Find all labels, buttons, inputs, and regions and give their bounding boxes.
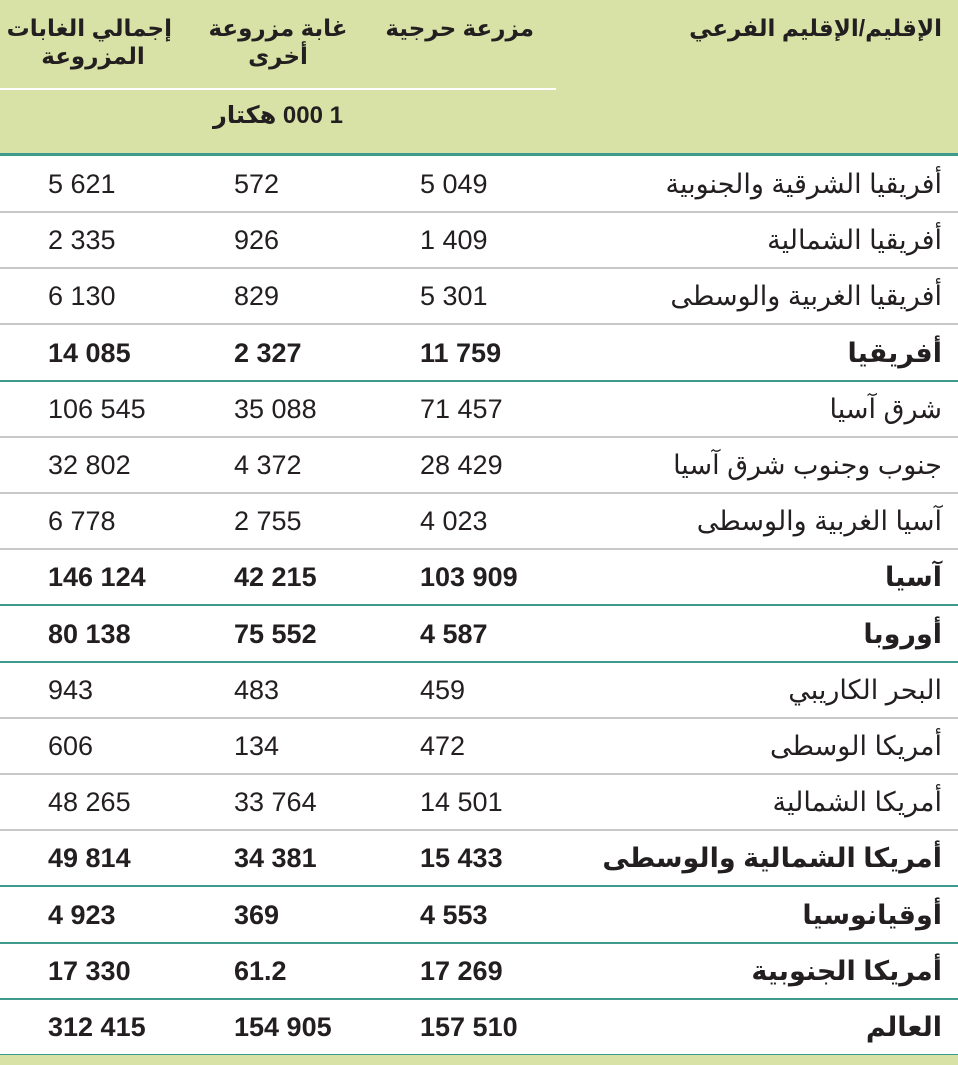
table-row xyxy=(0,325,958,381)
cell-plantation: 5 301 xyxy=(420,281,488,312)
cell-other-planted: 926 xyxy=(234,225,280,256)
table-row xyxy=(0,212,958,268)
table-row xyxy=(0,606,958,662)
cell-other-planted: 61.2 xyxy=(234,955,287,986)
table-footer-band xyxy=(0,1055,958,1065)
cell-other-planted: 4 372 xyxy=(234,450,302,480)
cell-plantation: 28 429 xyxy=(420,450,503,480)
cell-total: 943 xyxy=(48,674,94,705)
cell-region: العالم xyxy=(865,1012,942,1042)
cell-total: 106 545 xyxy=(48,393,146,424)
cell-region: شرق آسيا xyxy=(829,393,942,424)
table-row xyxy=(0,774,958,830)
cell-other-planted: 2 755 xyxy=(234,506,302,537)
cell-plantation: 14 501 xyxy=(420,787,503,818)
header-other-line1: غابة مزروعة xyxy=(208,15,348,41)
header-other-planted xyxy=(208,14,348,70)
cell-region: أمريكا الوسطى xyxy=(770,731,942,761)
cell-region: أفريقيا الشرقية والجنوبية xyxy=(665,169,942,199)
cell-plantation: 157 510 xyxy=(420,1012,518,1042)
header-total-line2: المزروعة xyxy=(41,43,145,69)
cell-other-planted: 829 xyxy=(234,281,280,312)
cell-total: 17 330 xyxy=(48,955,131,986)
cell-total: 6 778 xyxy=(48,506,116,537)
cell-other-planted: 2 327 xyxy=(234,337,302,368)
header-sub-rule xyxy=(0,88,556,90)
cell-region: آسيا الغربية والوسطى xyxy=(696,506,942,537)
cell-plantation: 17 269 xyxy=(420,955,503,986)
cell-total: 4 923 xyxy=(48,899,116,930)
table-row xyxy=(0,999,958,1055)
cell-other-planted: 34 381 xyxy=(234,843,317,874)
cell-total: 312 415 xyxy=(48,1012,146,1042)
cell-plantation: 103 909 xyxy=(420,562,518,593)
cell-plantation: 472 xyxy=(420,731,466,761)
cell-region: أفريقيا الشمالية xyxy=(767,225,942,256)
cell-total: 48 265 xyxy=(48,787,131,818)
table-row xyxy=(0,268,958,324)
cell-region: أفريقيا xyxy=(847,337,942,368)
cell-region: أوروبا xyxy=(863,618,942,649)
header-total-line1: إجمالي الغابات xyxy=(6,15,172,41)
cell-plantation: 11 759 xyxy=(420,337,502,368)
cell-region: البحر الكاريبي xyxy=(788,674,942,705)
cell-total: 80 138 xyxy=(48,618,131,649)
cell-other-planted: 483 xyxy=(234,674,280,705)
cell-region: أمريكا الشمالية xyxy=(772,787,942,818)
cell-plantation: 71 457 xyxy=(420,393,503,424)
table-row xyxy=(0,549,958,605)
table-row xyxy=(0,493,958,549)
table-row xyxy=(0,830,958,886)
header-other-line2: أخرى xyxy=(248,43,308,69)
cell-region: أوقيانوسيا xyxy=(802,899,942,930)
table-row xyxy=(0,718,958,774)
cell-other-planted: 134 xyxy=(234,731,280,761)
table-row xyxy=(0,437,958,493)
cell-other-planted: 42 215 xyxy=(234,562,317,593)
cell-region: آسيا xyxy=(885,562,942,593)
table-header xyxy=(0,0,958,155)
header-region: الإقليم/الإقليم الفرعي xyxy=(689,15,942,41)
cell-region: أمريكا الجنوبية xyxy=(751,955,942,986)
cell-plantation: 15 433 xyxy=(420,843,503,874)
table-row xyxy=(0,943,958,999)
cell-total: 6 130 xyxy=(48,281,116,312)
cell-plantation: 1 409 xyxy=(420,225,488,256)
cell-region: جنوب وجنوب شرق آسيا xyxy=(673,450,942,480)
cell-total: 49 814 xyxy=(48,843,131,874)
table-row xyxy=(0,156,958,212)
cell-total: 5 621 xyxy=(48,169,116,199)
cell-total: 2 335 xyxy=(48,225,116,256)
cell-other-planted: 369 xyxy=(234,899,280,930)
table-row xyxy=(0,662,958,718)
header-unit: 1 000 هكتار xyxy=(213,102,343,129)
table-row xyxy=(0,887,958,943)
header-total xyxy=(6,14,172,70)
cell-plantation: 459 xyxy=(420,674,466,705)
cell-plantation: 5 049 xyxy=(420,169,488,199)
cell-other-planted: 35 088 xyxy=(234,393,317,424)
cell-total: 146 124 xyxy=(48,562,146,593)
cell-region: أمريكا الشمالية والوسطى xyxy=(602,843,942,874)
cell-other-planted: 33 764 xyxy=(234,787,317,818)
header-plantation: مزرعة حرجية xyxy=(385,15,534,41)
cell-plantation: 4 553 xyxy=(420,899,488,930)
cell-plantation: 4 587 xyxy=(420,618,488,649)
cell-plantation: 4 023 xyxy=(420,506,488,537)
cell-other-planted: 154 905 xyxy=(234,1012,332,1042)
cell-other-planted: 75 552 xyxy=(234,618,317,649)
cell-region: أفريقيا الغربية والوسطى xyxy=(670,281,942,312)
cell-total: 32 802 xyxy=(48,450,131,480)
cell-total: 606 xyxy=(48,731,94,761)
cell-other-planted: 572 xyxy=(234,169,280,199)
table-row xyxy=(0,381,958,437)
cell-total: 14 085 xyxy=(48,337,131,368)
